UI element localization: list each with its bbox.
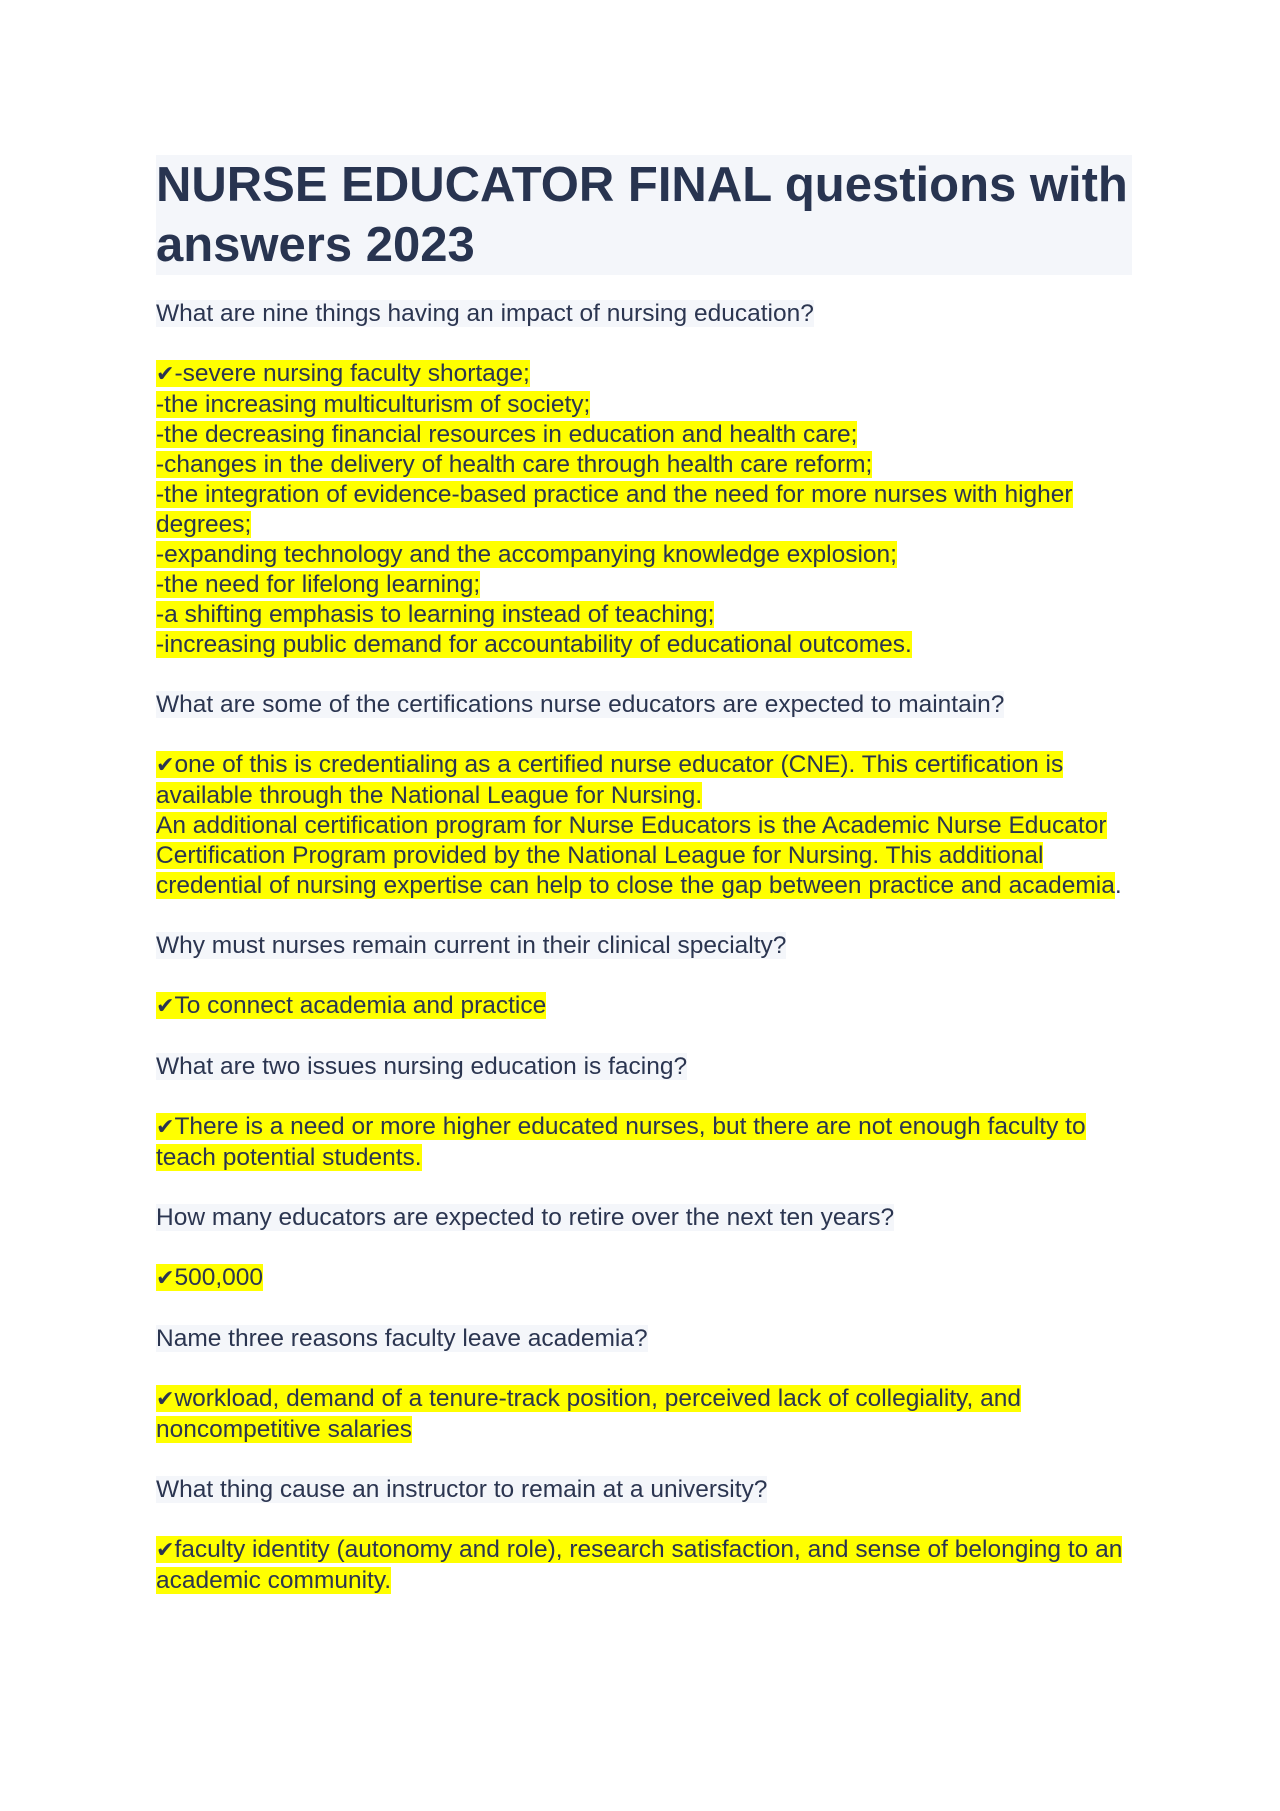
highlighted-answer-line bbox=[156, 992, 546, 1019]
answer-text bbox=[156, 1384, 1132, 1445]
highlighted-answer-line bbox=[156, 451, 872, 478]
answer-text bbox=[156, 1112, 1132, 1173]
checkmark-icon: ✔ bbox=[156, 1266, 175, 1291]
answer-line-text: 500,000 bbox=[174, 1264, 263, 1291]
checkmark-icon: ✔ bbox=[156, 753, 175, 778]
answer-line-text: workload, demand of a tenure-track position, perceived lack of collegiality, and noncompetitive salaries bbox=[156, 1385, 1022, 1443]
qa-list bbox=[156, 299, 1132, 1596]
question-text: What are two issues nursing education is facing? bbox=[156, 1053, 688, 1080]
highlighted-answer-line bbox=[156, 391, 590, 418]
highlighted-answer-line bbox=[156, 1536, 1122, 1594]
question-line bbox=[156, 1203, 1132, 1233]
highlighted-answer-line bbox=[156, 360, 530, 387]
highlighted-answer-line bbox=[156, 1385, 1021, 1443]
question-text: Why must nurses remain current in their clinical specialty? bbox=[156, 932, 787, 959]
answer-text bbox=[156, 1535, 1132, 1596]
question-text: What thing cause an instructor to remain at a university? bbox=[156, 1476, 768, 1503]
highlighted-answer-line bbox=[156, 541, 897, 568]
highlighted-answer-line bbox=[156, 421, 857, 448]
highlighted-answer-line bbox=[156, 751, 1063, 809]
checkmark-icon: ✔ bbox=[156, 1387, 175, 1412]
document-page bbox=[156, 155, 1132, 1596]
question-text: How many educators are expected to retire over the next ten years? bbox=[156, 1204, 895, 1231]
qa-item bbox=[156, 690, 1132, 931]
answer-line-text: -the increasing multiculturism of society; bbox=[156, 391, 591, 418]
answer-line-text: faculty identity (autonomy and role), research satisfaction, and sense of belonging to an academic community. bbox=[156, 1536, 1123, 1594]
answer-text bbox=[156, 359, 1132, 660]
question-line bbox=[156, 1475, 1132, 1505]
answer-line-text: -changes in the delivery of health care through health care reform; bbox=[156, 451, 873, 478]
answer-text bbox=[156, 750, 1132, 901]
document-title: NURSE EDUCATOR FINAL questions with answers 2023 bbox=[156, 158, 1128, 272]
question-text: What are some of the certifications nurse educators are expected to maintain? bbox=[156, 691, 1005, 718]
checkmark-icon: ✔ bbox=[156, 1538, 175, 1563]
highlighted-answer-line bbox=[156, 1264, 263, 1291]
checkmark-icon: ✔ bbox=[156, 994, 175, 1019]
question-text: Name three reasons faculty leave academia? bbox=[156, 1325, 648, 1352]
question-line bbox=[156, 1052, 1132, 1082]
answer-line-text: one of this is credentialing as a certified nurse educator (CNE). This certification is available through the National League for Nursing. bbox=[156, 751, 1064, 809]
qa-item bbox=[156, 1052, 1132, 1203]
question-text: What are nine things having an impact of nursing education? bbox=[156, 300, 814, 327]
answer-line-text: -expanding technology and the accompanying knowledge explosion; bbox=[156, 541, 897, 568]
answer-trailing-text: . bbox=[1114, 872, 1122, 899]
answer-line-text: -severe nursing faculty shortage; bbox=[174, 360, 530, 387]
highlighted-answer-line bbox=[156, 812, 1115, 899]
highlighted-answer-line bbox=[156, 601, 714, 628]
checkmark-icon: ✔ bbox=[156, 1115, 175, 1140]
answer-text bbox=[156, 991, 1132, 1022]
qa-item bbox=[156, 299, 1132, 690]
question-line bbox=[156, 690, 1132, 720]
highlighted-answer-line bbox=[156, 1113, 1086, 1171]
answer-line-text: -the decreasing financial resources in education and health care; bbox=[156, 421, 858, 448]
qa-item bbox=[156, 931, 1132, 1052]
qa-item bbox=[156, 1324, 1132, 1475]
answer-line-text: To connect academia and practice bbox=[174, 992, 547, 1019]
highlighted-answer-line bbox=[156, 631, 912, 658]
question-line bbox=[156, 931, 1132, 961]
title-block bbox=[156, 155, 1132, 275]
answer-line-text: -a shifting emphasis to learning instead of teaching; bbox=[156, 601, 715, 628]
qa-item bbox=[156, 1203, 1132, 1324]
checkmark-icon: ✔ bbox=[156, 362, 175, 387]
answer-text bbox=[156, 1263, 1132, 1294]
answer-line-text: -the need for lifelong learning; bbox=[156, 571, 481, 598]
answer-line-text: There is a need or more higher educated nurses, but there are not enough faculty to teach potential students. bbox=[156, 1113, 1086, 1171]
question-line bbox=[156, 299, 1132, 329]
answer-line-text: An additional certification program for Nurse Educators is the Academic Nurse Educator Certification Program provided by the National League for Nursing. This additional credential of nursing expertise can help to close the gap between practice and academia bbox=[156, 812, 1115, 899]
answer-line-text: -the integration of evidence-based practice and the need for more nurses with higher degrees; bbox=[156, 481, 1073, 538]
qa-item bbox=[156, 1475, 1132, 1596]
answer-line-text: -increasing public demand for accountability of educational outcomes. bbox=[156, 631, 912, 658]
highlighted-answer-line bbox=[156, 481, 1073, 538]
question-line bbox=[156, 1324, 1132, 1354]
highlighted-answer-line bbox=[156, 571, 480, 598]
